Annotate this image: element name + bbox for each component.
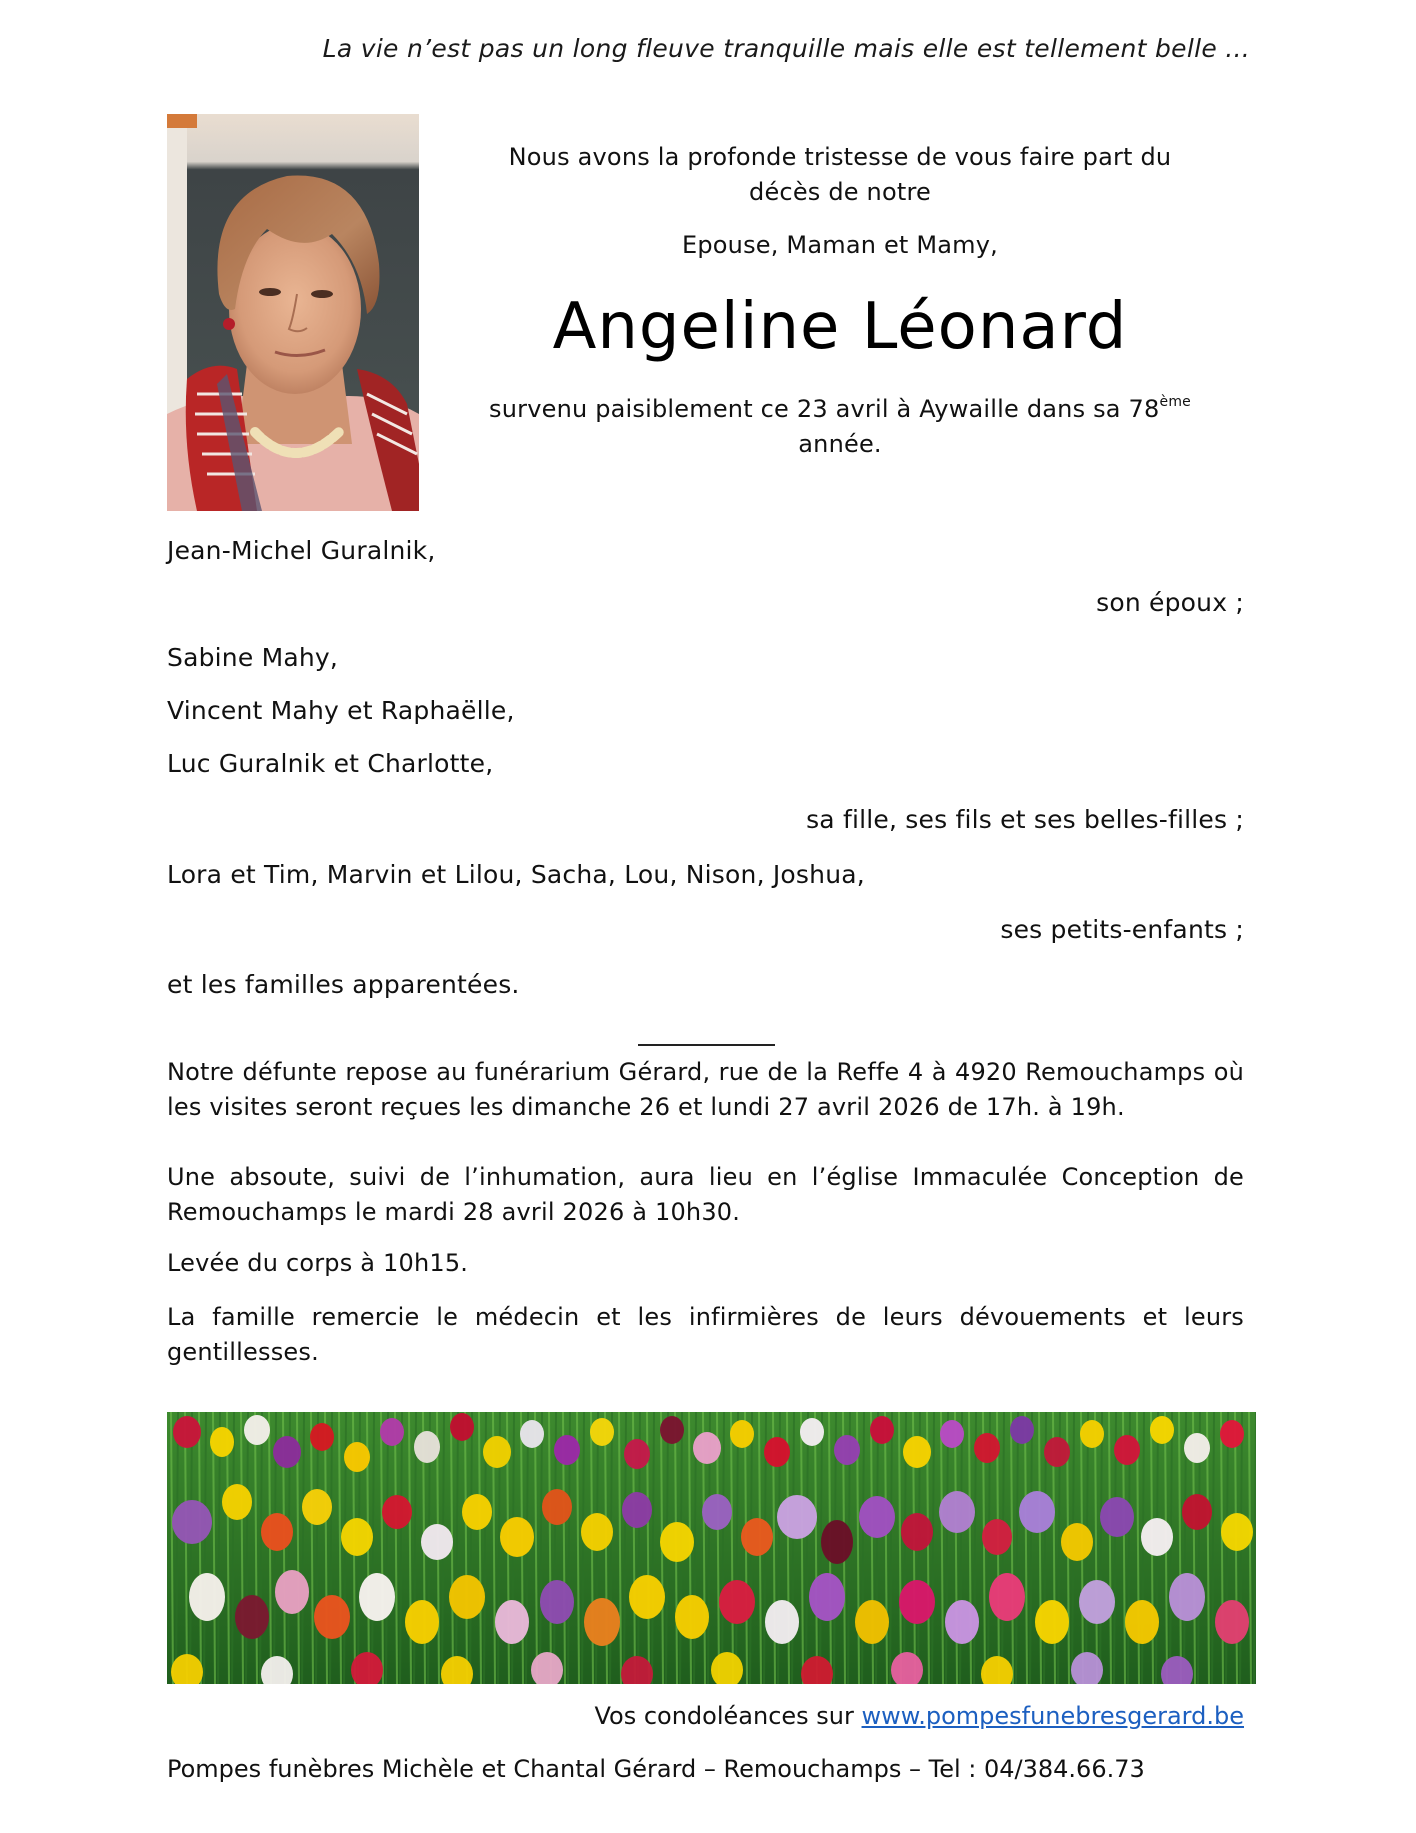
- levee-paragraph: Levée du corps à 10h15.: [167, 1249, 469, 1277]
- deceased-name: Angeline Léonard: [552, 290, 1128, 364]
- ordinal-suffix: ème: [1159, 394, 1191, 410]
- family-line: Lora et Tim, Marvin et Lilou, Sacha, Lou, Nison, Joshua,: [167, 860, 865, 889]
- tulip-field-image-icon: [167, 1412, 1256, 1684]
- portrait-image-icon: [167, 114, 419, 511]
- family-line: Luc Guralnik et Charlotte,: [167, 749, 494, 778]
- family-role: ses petits-enfants ;: [1000, 915, 1244, 944]
- circumstances-line-2: année.: [798, 430, 882, 458]
- condolences-line: [594, 1701, 1244, 1731]
- separator-line: [638, 1044, 775, 1046]
- circumstances: [440, 392, 1240, 462]
- family-line: Jean-Michel Guralnik,: [167, 536, 436, 565]
- family-line: Vincent Mahy et Raphaëlle,: [167, 696, 515, 725]
- thanks-paragraph: La famille remercie le médecin et les infirmières de leurs dévouements et leurs gentillesses.: [167, 1303, 1244, 1366]
- family-role: son époux ;: [1096, 588, 1244, 617]
- epithet: Epouse, Maman et Mamy,: [682, 231, 998, 259]
- family-role: sa fille, ses fils et ses belles-filles ;: [806, 805, 1244, 834]
- family-line: Sabine Mahy,: [167, 643, 339, 672]
- intro-line-2: décès de notre: [749, 178, 931, 206]
- announcement-intro: [440, 140, 1240, 210]
- tulip-field-banner: [167, 1412, 1256, 1684]
- condolences-label: Vos condoléances sur: [594, 1702, 862, 1730]
- funerarium-paragraph: Notre défunte repose au funérarium Gérard, rue de la Reffe 4 à 4920 Remouchamps où les visites seront reçues les dimanche 26 et lundi 27 avril 2026 de 17h. à 19h.: [167, 1058, 1244, 1121]
- motto-quote: La vie n’est pas un long fleuve tranquille mais elle est tellement belle ...: [322, 34, 1250, 63]
- family-line: et les familles apparentées.: [167, 970, 520, 999]
- funeral-home-footer: Pompes funèbres Michèle et Chantal Gérard – Remouchamps – Tel : 04/384.66.73: [167, 1755, 1145, 1783]
- intro-line-1: Nous avons la profonde tristesse de vous faire part du: [508, 143, 1172, 171]
- circumstances-text: survenu paisiblement ce 23 avril à Aywaille dans sa 78: [489, 395, 1160, 423]
- ceremony-paragraph: Une absoute, suivi de l’inhumation, aura lieu en l’église Immaculée Conception de Remouchamps le mardi 28 avril 2026 à 10h30.: [167, 1163, 1244, 1226]
- portrait-photo: [167, 114, 419, 511]
- circumstances-line-1: [440, 392, 1240, 427]
- condolences-link[interactable]: www.pompesfunebresgerard.be: [861, 1702, 1244, 1730]
